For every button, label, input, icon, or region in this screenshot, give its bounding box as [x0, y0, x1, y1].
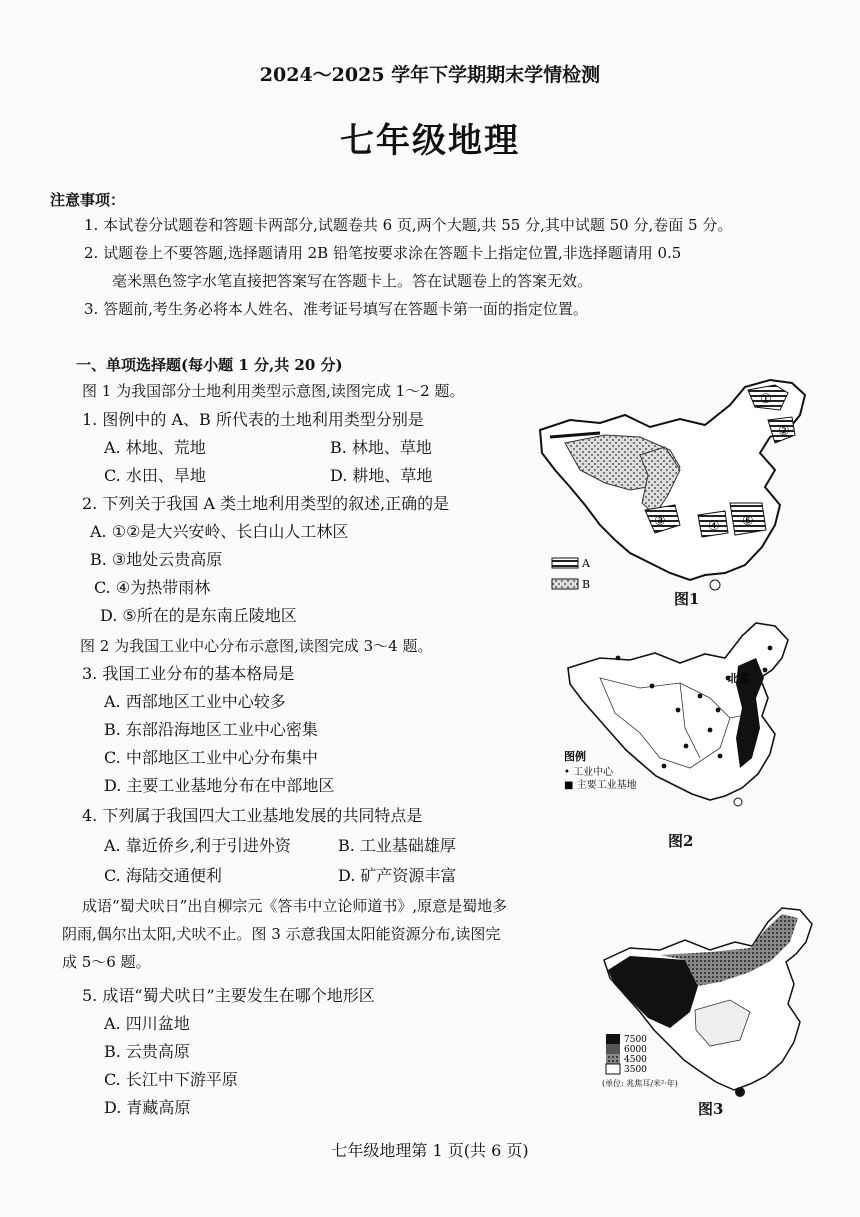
scale-swatch-1	[606, 1034, 620, 1044]
q2-option-d: D. ⑤所在的是东南丘陵地区	[100, 606, 297, 625]
figure-3-solar-map	[600, 900, 822, 1110]
q4-stem: 4. 下列属于我国四大工业基地发展的共同特点是	[82, 806, 423, 825]
figure-2-caption: 图2	[668, 832, 694, 850]
q3-stem: 3. 我国工业分布的基本格局是	[82, 664, 295, 683]
scale-3500: 3500	[624, 1065, 647, 1075]
q1-stem: 1. 图例中的 A、B 所代表的土地利用类型分别是	[82, 410, 424, 429]
q1-option-c: C. 水田、旱地	[104, 466, 206, 485]
q3-option-b: B. 东部沿海地区工业中心密集	[104, 720, 318, 739]
fig1-label-3: ③	[654, 514, 666, 529]
legend-a-swatch	[552, 558, 578, 568]
notes-heading: 注意事项：	[50, 191, 126, 209]
note-item-2-cont: 毫米黑色签字水笔直接把答案写在答题卡上。答在试题卷上的答案无效。	[112, 272, 593, 290]
figure-3-caption: 图3	[698, 1100, 724, 1118]
scale-7500: 7500	[624, 1035, 647, 1045]
q5-option-c: C. 长江中下游平原	[104, 1070, 238, 1089]
q4-option-d: D. 矿产资源丰富	[338, 866, 457, 885]
page-title: 七年级地理	[340, 121, 520, 161]
q5-stem: 5. 成语“蜀犬吠日”主要发生在哪个地形区	[82, 986, 375, 1005]
q2-stem: 2. 下列关于我国 A 类土地利用类型的叙述,正确的是	[82, 494, 450, 513]
q4-option-b: B. 工业基础雄厚	[338, 836, 456, 855]
q3-option-d: D. 主要工业基地分布在中部地区	[104, 776, 335, 795]
q2-option-c: C. ④为热带雨林	[94, 578, 211, 597]
scale-unit: (单位: 兆焦耳/米²·年)	[602, 1079, 678, 1088]
figure-1-land-use-map	[530, 375, 830, 610]
note-item-3: 3. 答题前,考生务必将本人姓名、准考证号填写在答题卡第一面的指定位置。	[84, 300, 588, 318]
scale-swatch-4	[606, 1064, 620, 1074]
legend-b-label: B	[582, 578, 591, 591]
fig1-label-4: ④	[708, 519, 720, 534]
scale-swatch-2	[606, 1044, 620, 1054]
exam-header: 2024～2025 学年下学期期末学情检测	[259, 64, 601, 86]
note-item-2: 2. 试题卷上不要答题,选择题请用 2B 铅笔按要求涂在答题卡上指定位置,非选择题请用 0.5	[84, 244, 682, 262]
q1-option-d: D. 耕地、草地	[330, 466, 433, 485]
q5-option-b: B. 云贵高原	[104, 1042, 190, 1061]
page-footer: 七年级地理第 1 页(共 6 页)	[331, 1141, 529, 1160]
intro-fig2: 图 2 为我国工业中心分布示意图,读图完成 3～4 题。	[80, 637, 433, 655]
q5-option-a: A. 四川盆地	[104, 1014, 190, 1033]
fig1-label-1: ①	[760, 392, 772, 407]
q2-option-a: A. ①②是大兴安岭、长白山人工林区	[90, 522, 349, 541]
q3-option-a: A. 西部地区工业中心较多	[104, 692, 286, 711]
scale-4500: 4500	[624, 1055, 647, 1065]
q4-option-a: A. 靠近侨乡,利于引进外资	[104, 836, 291, 855]
legend-a-label: A	[582, 557, 590, 570]
intro-fig3-line3: 成 5～6 题。	[62, 953, 151, 971]
beijing-label: 北京	[728, 672, 750, 685]
fig1-label-5: ⑤	[742, 514, 754, 529]
fig1-label-2: ②	[778, 424, 790, 439]
q1-option-a: A. 林地、荒地	[104, 438, 206, 457]
figure-1-caption: 图1	[674, 590, 700, 608]
q3-option-c: C. 中部地区工业中心分布集中	[104, 748, 318, 767]
intro-fig1: 图 1 为我国部分土地利用类型示意图,读图完成 1～2 题。	[82, 382, 465, 400]
q5-option-d: D. 青藏高原	[104, 1098, 191, 1117]
scale-swatch-3	[606, 1054, 620, 1064]
intro-fig3-line2: 阴雨,偶尔出太阳,犬吠不止。图 3 示意我国太阳能资源分布,读图完	[62, 925, 501, 943]
note-item-1: 1. 本试卷分试题卷和答题卡两部分,试题卷共 6 页,两个大题,共 55 分,其中试题 50 分,卷面 5 分。	[84, 216, 733, 234]
q2-option-b: B. ③地处云贵高原	[90, 550, 223, 569]
fig2-legend-centre: • 工业中心	[564, 767, 614, 778]
fig2-legend-title: 图例	[564, 750, 586, 763]
fig2-legend-base: ■ 主要工业基地	[564, 780, 637, 791]
q1-option-b: B. 林地、草地	[330, 438, 432, 457]
intro-fig3-line1: 成语“蜀犬吠日”出自柳宗元《答韦中立论师道书》,原意是蜀地多	[82, 897, 508, 915]
legend-b-swatch	[552, 579, 578, 589]
figure-2-industry-map	[560, 618, 820, 818]
q4-option-c: C. 海陆交通便利	[104, 866, 222, 885]
scale-6000: 6000	[624, 1045, 647, 1055]
section-heading: 一、单项选择题(每小题 1 分,共 20 分)	[76, 356, 343, 374]
